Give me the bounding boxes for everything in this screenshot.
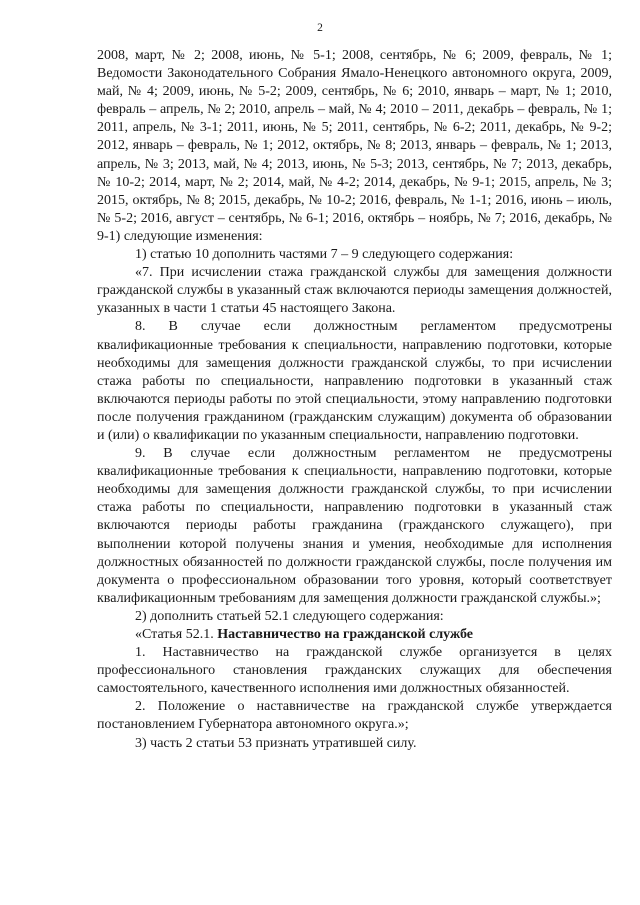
- paragraph-amendment-1: 1) статью 10 дополнить частями 7 – 9 следующего содержания:: [135, 247, 514, 263]
- paragraph-article-part-1: 1. Наставничество на гражданской службе организуется в целях профессионального становления гражданских служащих для обеспечения самостоятельного, качественного исполнения ими должностных обязанностей.: [97, 645, 612, 697]
- article-heading-prefix: «Статья 52.1.: [135, 627, 218, 642]
- paragraph-part-8: 8. В случае если должностным регламентом предусмотрены квалификационные требования к специальности, направлению подготовки, которые необходимы для замещения должности гражданской службы, то при исчислении стажа работы по специальности, направлению подготовки в указанный стаж включаются периоды работы по этой специальности, этому направлению подготовки после получения гражданином (гражданским служащим) документа об образовании и (или) о квалификации по указанным специальности, направлению подготовки.: [97, 319, 612, 443]
- paragraph-amendment-2: 2) дополнить статьей 52.1 следующего содержания:: [135, 608, 444, 624]
- paragraph-part-7: «7. При исчислении стажа гражданской службы для замещения должности гражданской службы в указанный стаж включаются периоды замещения должностей, указанных в части 1 статьи 45 настоящего Закона.: [97, 265, 612, 317]
- page-number: 2: [317, 22, 323, 34]
- article-heading-title: Наставничество на гражданской службе: [217, 627, 473, 642]
- paragraph-amendment-3: 3) часть 2 статьи 53 признать утратившей силу.: [135, 735, 417, 751]
- paragraph-part-9: 9. В случае если должностным регламентом не предусмотрены квалификационные требования к специальности, направлению подготовки, которые необходимы для замещения должности гражданской службы, то при исчислении стажа работы по специальности, направлению подготовки в указанный стаж включаются периоды работы гражданина (гражданского служащего), при выполнении которой получены знания и умения, необходимые для исполнения должностных обязанностей по должности гражданской службы, после получения им документа о профессиональном образовании того уровня, который соответствует квалификационным требованиям для замещения должности гражданской службы.»;: [97, 446, 612, 606]
- article-heading: [97, 626, 612, 644]
- paragraph-publication-list: 2008, март, № 2; 2008, июнь, № 5-1; 2008, сентябрь, № 6; 2009, февраль, № 1; Ведомости Законодательного Собрания Ямало-Ненецкого автономного округа, 2009, май, № 4; 2009, июнь, № 5-2; 2009, сентябрь, № 6; 2010, январь – март, № 1; 2010, февраль – апрель, № 2; 2010, апрель – май, № 4; 2010 – 2011, декабрь – февраль, № 1; 2011, апрель, № 3-1; 2011, июнь, № 5; 2011, сентябрь, № 6-2; 2011, декабрь, № 9-2; 2012, январь – февраль, № 1; 2012, октябрь, № 8; 2013, январь – февраль, № 1; 2013, апрель, № 3; 2013, май, № 4; 2013, июнь, № 5-3; 2013, сентябрь, № 7; 2013, декабрь, № 10-2; 2014, март, № 2; 2014, май, № 4-2; 2014, декабрь, № 9-1; 2015, апрель, № 3; 2015, октябрь, № 8; 2015, декабрь, № 10-2; 2016, февраль, № 1-1; 2016, июнь – июль, № 5-2; 2016, август – сентябрь, № 6-1; 2016, октябрь – ноябрь, № 7; 2016, декабрь, № 9-1) следующие изменения:: [97, 48, 612, 244]
- document-body: [97, 47, 612, 753]
- paragraph-article-part-2: 2. Положение о наставничестве на гражданской службе утверждается постановлением Губернатора автономного округа.»;: [97, 699, 612, 733]
